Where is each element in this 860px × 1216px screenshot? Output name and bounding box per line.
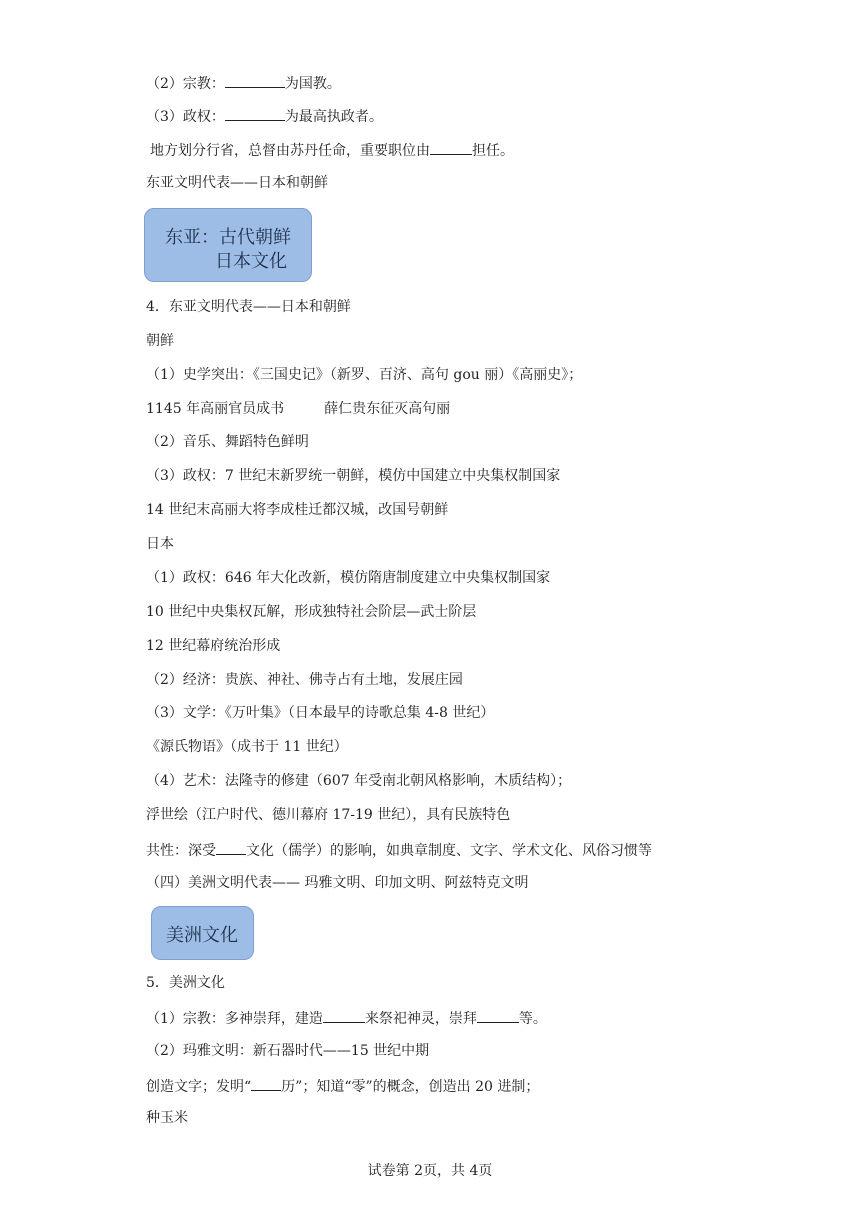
line-maya: （2）玛雅文明：新石器时代——15 世纪中期 (146, 1043, 430, 1059)
line-korea-music: （2）音乐、舞蹈特色鲜明 (146, 434, 309, 450)
blank[interactable] (323, 1007, 365, 1023)
line-japan-economy: （2）经济：贵族、神社、佛寺占有土地，发展庄园 (146, 672, 463, 688)
line-korea-14c: 14 世纪末高丽大将李成桂迁都汉城，改国号朝鲜 (146, 502, 449, 518)
blank[interactable] (430, 139, 472, 155)
blank[interactable] (225, 105, 285, 121)
line-korea-history: （1）史学突出：《三国史记》（新罗、百济、高句 gou 丽）《高丽史》； (146, 367, 583, 383)
line-japan-literature: （3）文学：《万叶集》（日本最早的诗歌总集 4-8 世纪） (146, 705, 495, 721)
america-box: 美洲文化 (151, 906, 254, 960)
blank[interactable] (216, 839, 246, 855)
line-japan-genji: 《源氏物语》（成书于 11 世纪） (146, 739, 348, 755)
line-maya-writing: 创造文字；发明“ 历”；知道“零”的概念，创造出 20 进制； (146, 1075, 539, 1097)
line-japan-power: （1）政权：646 年大化改新，模仿隋唐制度建立中央集权制国家 (146, 570, 551, 586)
line-religion: （2）宗教： 为国教。 (146, 72, 341, 94)
line-power: （3）政权： 为最高执政者。 (146, 105, 383, 127)
line-america-religion: （1）宗教：多神崇拜，建造 来祭祀神灵，崇拜 等。 (146, 1007, 547, 1029)
line-section-5: 5．美洲文化 (146, 975, 225, 991)
line-korea-1145: 1145 年高丽官员成书 薛仁贵东征灭高句丽 (146, 401, 451, 417)
line-japan-10c: 10 世纪中央集权瓦解，形成独特社会阶层—武士阶层 (146, 604, 477, 620)
blank[interactable] (251, 1075, 281, 1091)
line-japan-art: （4）艺术：法隆寺的修建（607 年受南北朝风格影响，木质结构）； (146, 773, 572, 789)
line-maize: 种玉米 (146, 1110, 188, 1126)
line-section-4: 4．东亚文明代表——日本和朝鲜 (146, 299, 351, 315)
line-japan-12c: 12 世纪幕府统治形成 (146, 638, 281, 654)
east-asia-box: 东亚：古代朝鲜 日本文化 (144, 208, 312, 282)
page-footer: 试卷第 2页，共 4页 (367, 1163, 493, 1179)
line-japan-ukiyoe: 浮世绘（江户时代、德川幕府 17-19 世纪），具有民族特色 (146, 807, 511, 823)
line-korea: 朝鲜 (146, 333, 174, 349)
blank[interactable] (477, 1007, 519, 1023)
line-america-heading: （四）美洲文明代表—— 玛雅文明、印加文明、阿兹特克文明 (146, 875, 529, 891)
line-east-asia-heading: 东亚文明代表——日本和朝鲜 (146, 175, 328, 191)
line-japan: 日本 (146, 536, 174, 552)
line-korea-power: （3）政权：7 世纪末新罗统一朝鲜，模仿中国建立中央集权制国家 (146, 468, 561, 484)
line-provinces: 地方划分行省，总督由苏丹任命，重要职位由 担任。 (150, 139, 514, 161)
blank[interactable] (225, 72, 285, 88)
line-commonality: 共性：深受 文化（儒学）的影响，如典章制度、文字、学术文化、风俗习惯等 (146, 839, 652, 861)
